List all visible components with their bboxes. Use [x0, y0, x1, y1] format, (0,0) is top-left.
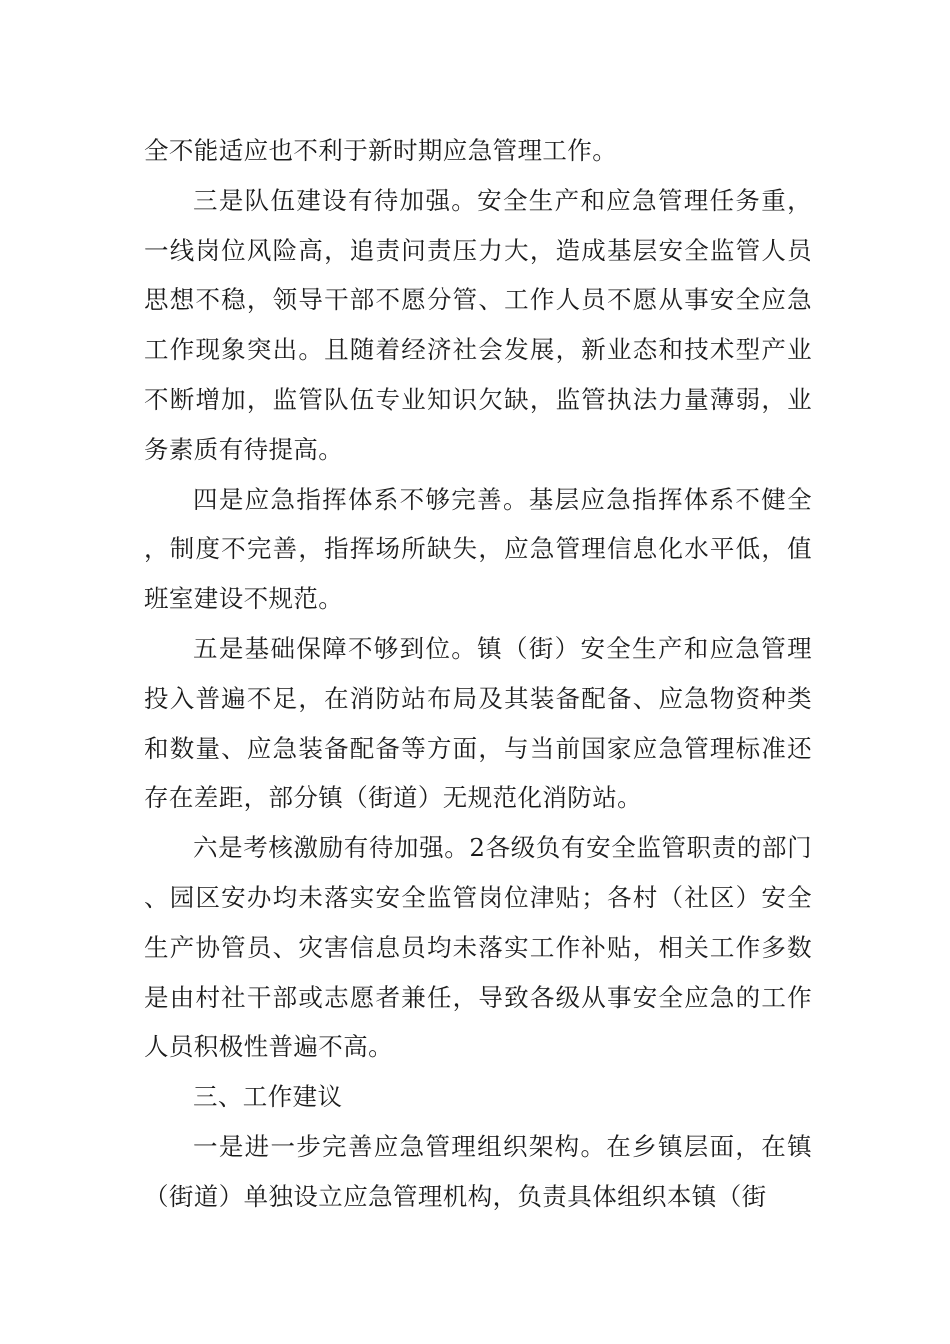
paragraph-organization-structure: 一是进一步完善应急管理组织架构。在乡镇层面，在镇（街道）单独设立应急管理机构，负责具体组织本镇（街 — [144, 1131, 812, 1211]
paragraph-team-building: 三是队伍建设有待加强。安全生产和应急管理任务重，一线岗位风险高，追责问责压力大，造成基层安全监管人员思想不稳，领导干部不愿分管、工作人员不愿从事安全应急工作现象突出。且随着经济社会发展，新业态和技术型产业不断增加，监管队伍专业知识欠缺，监管执法力量薄弱，业务素质有待提高。 — [144, 185, 812, 464]
paragraph-basic-support: 五是基础保障不够到位。镇（街）安全生产和应急管理投入普遍不足，在消防站布局及其装备配备、应急物资种类和数量、应急装备配备等方面，与当前国家应急管理标准还存在差距，部分镇（街道）无规范化消防站。 — [144, 633, 812, 813]
section-heading-work-suggestions: 三、工作建议 — [193, 1082, 343, 1112]
paragraph-command-system: 四是应急指挥体系不够完善。基层应急指挥体系不健全，制度不完善，指挥场所缺失，应急管理信息化水平低，值班室建设不规范。 — [144, 484, 812, 614]
paragraph-incentives: 六是考核激励有待加强。2各级负有安全监管职责的部门、园区安办均未落实安全监管岗位津贴；各村（社区）安全生产协管员、灾害信息员均未落实工作补贴，相关工作多数是由村社干部或志愿者兼任，导致各级从事安全应急的工作人员积极性普遍不高。 — [144, 833, 812, 1062]
document-body — [144, 126, 812, 1222]
paragraph-continuation: 全不能适应也不利于新时期应急管理工作。 — [144, 136, 618, 165]
